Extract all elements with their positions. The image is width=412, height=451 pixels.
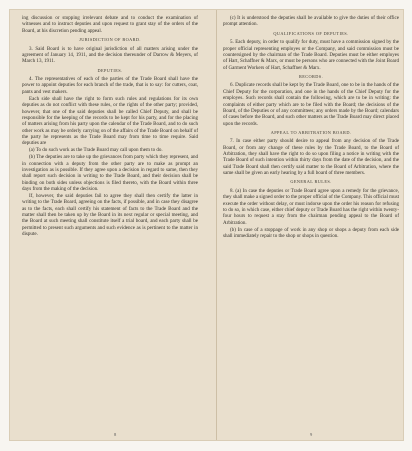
paragraph-if-however: If, however, the said deputies fail to agree they shall then certify the latter in writing to the Trade Board, agreeing on the facts, if possible, and in case they disagree as to the facts, each shall certify his statement of facts to the Trade Board and the matter shall then be taken up by the Board in its next regular or special meeting, and the Board at such meeting shall constitute itself a trial board, and each party shall be permitted to present such arguments and such evidence as is pertinent to the matter in dispute. xyxy=(22,193,198,238)
paragraph-5: 5. Each deputy, in order to qualify for duty, must have a commission signed by the proper official representing employes or the Company, and said commission must be countersigned by the chairman of the Trade Board. Deputies must be either employes of Hart, Schaffner & Marx, or must be persons who are connected with the Joint Board of Garment Workers of Hart, Schaffner & Marx. xyxy=(223,39,399,71)
heading-appeal: APPEAL TO ARBITRATION BOARD. xyxy=(270,129,352,135)
booklet-spread xyxy=(10,10,403,440)
intro-paragraph: ing discussion or stopping irrelevant debate and to conduct the examination of witnesses and to instruct deputies and upon request to grant stay of the orders of the Board, at his discretion pending appeal. xyxy=(22,15,198,34)
paragraph-8a: 8. (a) In case the deputies or Trade Board agree upon a remedy for the grievance, they shall make a signed order to the proper official of the Company. This official must execute the order without delay, or must indorse upon the order his reason for refusing to do so, in which case, either chief deputy or Trade Board has the right within twenty-four hours to request a stay from the chairman pending appeal to the Board of Arbitration. xyxy=(223,188,399,226)
paragraph-7: 7. In case either party should desire to appeal from any decision of the Trade Board, or from any change of these rules by the Trade Board, to the Board of Arbitration, they shall have the right to do so upon filing a notice in writing with the Trade Board of such intention within thirty days from the date of the decision, and the said Trade Board shall then certify said matter to the Board of Arbitration, where the same shall be given an early hearing by a full board of three members. xyxy=(223,138,399,177)
paragraph-3: 3. Said Board is to have original jurisdiction of all matters arising under the agreement of January 14, 1911, and the decision thereunder of Darrow & Meyers, of March 13, 1911. xyxy=(22,45,198,65)
left-page-column xyxy=(22,15,198,238)
heading-jurisdiction: JURISDICTION OF BOARD. xyxy=(79,37,141,43)
right-page-column xyxy=(223,15,399,240)
heading-deputies: DEPUTIES. xyxy=(97,67,123,73)
page-number-right: 9 xyxy=(310,432,313,437)
page-number-left: 8 xyxy=(114,432,117,437)
heading-records: RECORDS. xyxy=(298,73,324,79)
paragraph-4: 4. The representatives of each of the parties of the Trade Board shall have the power to appoint deputies for each branch of the trade, that is to say: for cutters, coat, pants and vest makers. xyxy=(22,76,198,95)
paragraph-a: (a) To do such work as the Trade Board may call upon them to do. xyxy=(29,147,163,154)
paragraph-c: (c) It is understood the deputies shall be available to give the duties of their office prompt attention. xyxy=(223,15,399,28)
paragraph-b: (b) The deputies are to take up the grievances from party which they represent, and in connection with a deputy from the other party are to make as prompt an investigation as is possible. If they agree upon a decision in regard to same, then they shall report such decision in writing to the Trade Board, and their decision shall be binding on both sides unless objections is filed thereto, with the Board within three days from the making of the decision. xyxy=(22,154,198,193)
heading-general-rules: GENERAL RULES. xyxy=(290,179,332,185)
page-fold xyxy=(216,10,217,440)
paragraph-6: 6. Duplicate records shall be kept by the Trade Board, one to be in the hands of the Chief Deputy for the corporation, and one in the hands of the Chief Deputy for the employes. Such records shall contain the following, which are to be in writing: the complaints of either party which are to be filed with the Board; the decisions of the Board, of the Deputies or of any committees; any orders made by the Board; calendars of cases before the Board, and such other matters as the Trade Board may direct placed upon the records. xyxy=(223,82,399,127)
paragraph-each-side: Each side shall have the right to form such rules and regulations for its own deputies as do not conflict with these rules, or the rights of the other party; provided, however, that one of the said deputies shall be called Chief Deputy, and shall be responsible for the keeping of the records to be kept for his party, and for the placing of matters arising from his party upon the calendar of the Trade Board, and to do such other work as may be orderly carrying on of the affairs of the Trade Board on behalf of the party he represents as the Trade Board may from time to time require. Said deputies are xyxy=(22,95,198,147)
paragraph-8b: (b) In case of a stoppage of work in any shop or shops a deputy from each side shall immediately repair to the shop or shops in question. xyxy=(223,226,399,240)
heading-qualifications: QUALIFICATIONS OF DEPUTIES. xyxy=(273,30,349,36)
